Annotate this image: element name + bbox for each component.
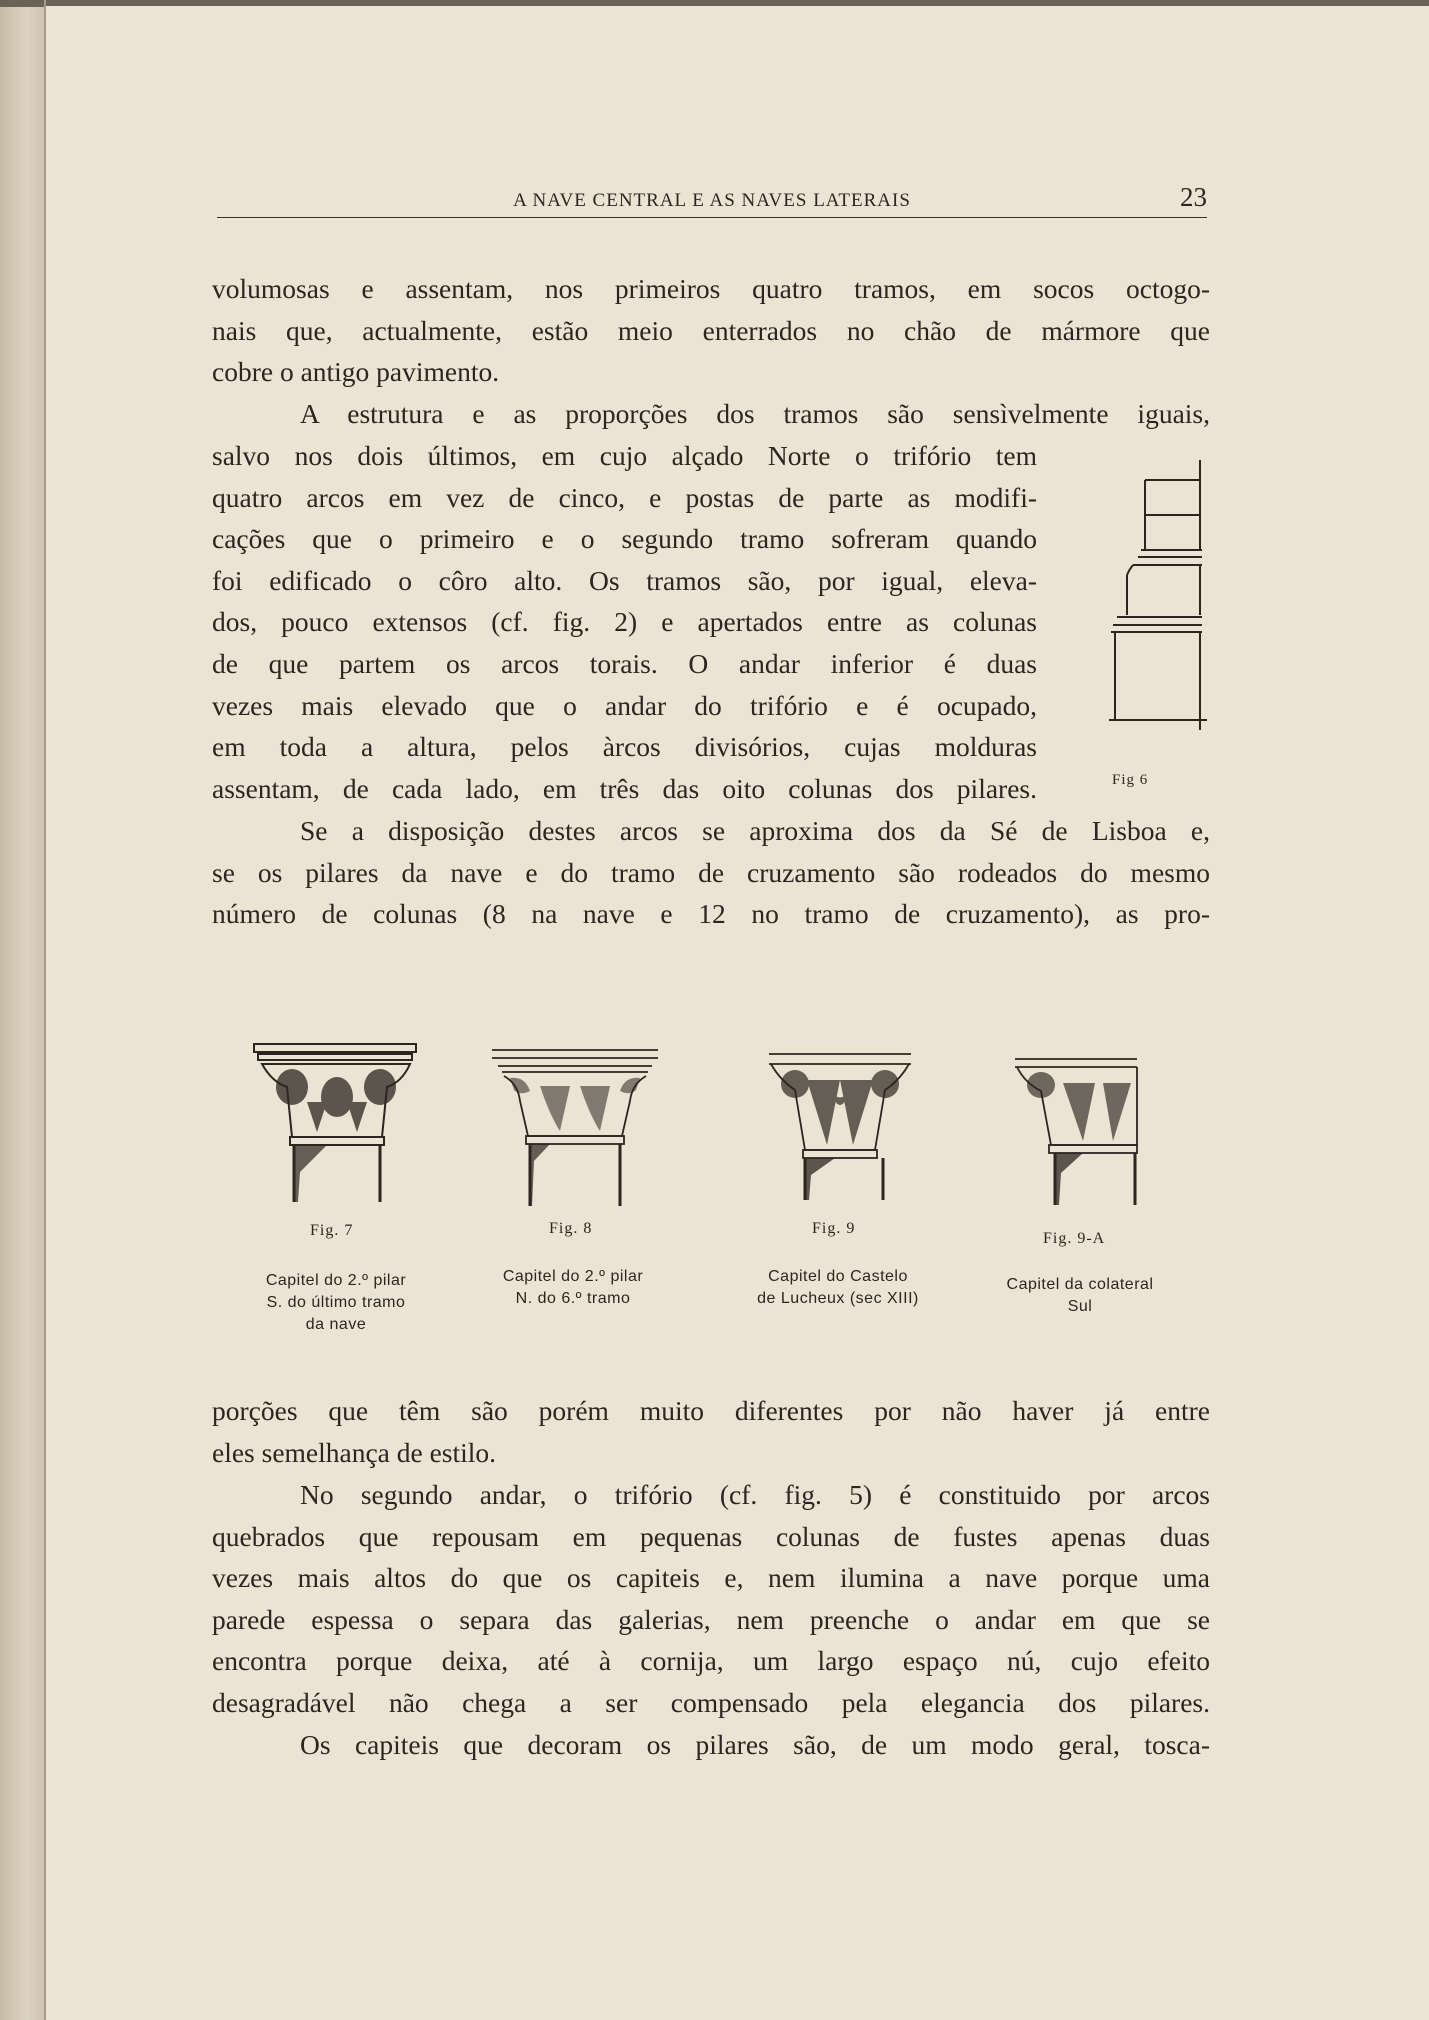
paragraph-3 bbox=[212, 810, 1210, 935]
text-line: parede espessa o separa das galerias, nem preenche o andar em que se bbox=[212, 1603, 1210, 1635]
caption-line: Capitel do 2.º pilar bbox=[502, 1268, 644, 1285]
running-title: A NAVE CENTRAL E AS NAVES LATERAIS bbox=[513, 190, 911, 211]
figure-7-label: Fig. 7 bbox=[310, 1222, 354, 1239]
text-line: porções que têm são porém muito diferentes por não haver já entre bbox=[212, 1395, 1210, 1426]
figure-6-label: Fig 6 bbox=[1112, 772, 1149, 788]
figure-7-capital-drawing bbox=[252, 1042, 422, 1212]
text-line: cações que o primeiro e o segundo tramo sofreram quando bbox=[212, 523, 1037, 555]
figure-8-caption bbox=[473, 1266, 673, 1310]
text-line: Os capiteis que decoram os pilares são, de um modo geral, tosca- bbox=[300, 1729, 1210, 1760]
caption-line: da nave bbox=[305, 1316, 367, 1333]
text-line: assentam, de cada lado, em três das oito colunas dos pilares. bbox=[212, 772, 1037, 804]
paragraph-2 bbox=[212, 393, 1210, 435]
text-line: de que partem os arcos torais. O andar inferior é duas bbox=[212, 647, 1037, 679]
figure-9-caption bbox=[733, 1266, 943, 1310]
text-line: foi edificado o côro alto. Os tramos são, por igual, eleva- bbox=[212, 564, 1037, 596]
caption-line: Capitel do Castelo bbox=[768, 1268, 908, 1285]
paragraph-2-wrapped bbox=[212, 435, 1210, 809]
text-line: cobre o antigo pavimento. bbox=[212, 356, 500, 388]
text-line: No segundo andar, o trifório (cf. fig. 5) é constituido por arcos bbox=[300, 1479, 1210, 1510]
text-line: vezes mais elevado que o andar do trifório e é ocupado, bbox=[212, 689, 1037, 721]
text-line: desagradável não chega a ser compensado pela elegancia dos pilares. bbox=[212, 1686, 1210, 1718]
figure-6-base-profile bbox=[1105, 445, 1215, 740]
caption-line: Capitel da colateral bbox=[1006, 1276, 1154, 1293]
figure-9a-label: Fig. 9-A bbox=[1043, 1230, 1106, 1247]
text-line: encontra porque deixa, até à cornija, um largo espaço nú, cujo efeito bbox=[212, 1645, 1210, 1677]
figure-9a-caption bbox=[980, 1274, 1180, 1318]
caption-line: S. do último tramo bbox=[266, 1294, 406, 1311]
text-line: nais que, actualmente, estão meio enterrados no chão de mármore que bbox=[212, 314, 1210, 346]
figure-8-capital-drawing bbox=[490, 1046, 660, 1211]
text-line: A estrutura e as proporções dos tramos são sensìvelmente iguais, bbox=[300, 398, 1210, 429]
caption-line: Capitel do 2.º pilar bbox=[265, 1272, 407, 1289]
text-line: vezes mais altos do que os capiteis e, nem ilumina a nave porque uma bbox=[212, 1562, 1210, 1594]
paragraph-1 bbox=[212, 268, 1210, 393]
text-line: quatro arcos em vez de cinco, e postas de parte as modifi- bbox=[212, 481, 1037, 513]
caption-line: N. do 6.º tramo bbox=[515, 1290, 631, 1307]
running-header bbox=[217, 182, 1207, 218]
text-line: dos, pouco extensos (cf. fig. 2) e apertados entre as colunas bbox=[212, 606, 1037, 638]
text-line: eles semelhança de estilo. bbox=[212, 1436, 497, 1468]
caption-line: Sul bbox=[1067, 1298, 1093, 1315]
caption-line: de Lucheux (sec XIII) bbox=[757, 1290, 919, 1307]
text-line: número de colunas (8 na nave e 12 no tramo de cruzamento), as pro- bbox=[212, 898, 1210, 930]
text-line: Se a disposição destes arcos se aproxima dos da Sé de Lisboa e, bbox=[300, 815, 1210, 846]
text-line: em toda a altura, pelos àrcos divisórios, cujas molduras bbox=[212, 731, 1037, 763]
paragraph-4 bbox=[212, 1390, 1210, 1473]
paragraph-6 bbox=[212, 1724, 1210, 1766]
paragraph-5 bbox=[212, 1474, 1210, 1724]
figure-9-capital-drawing bbox=[765, 1050, 915, 1210]
figure-9a-capital-drawing bbox=[1013, 1053, 1143, 1213]
book-spine bbox=[0, 0, 44, 2020]
figure-8-label: Fig. 8 bbox=[549, 1220, 593, 1237]
text-line: salvo nos dois últimos, em cujo alçado Norte o trifório tem bbox=[212, 440, 1037, 471]
gutter-line bbox=[44, 0, 46, 2020]
text-line: volumosas e assentam, nos primeiros quatro tramos, em socos octogo- bbox=[212, 273, 1210, 304]
text-line: quebrados que repousam em pequenas colunas de fustes apenas duas bbox=[212, 1520, 1210, 1552]
figure-9-label: Fig. 9 bbox=[812, 1220, 856, 1237]
text-line: se os pilares da nave e do tramo de cruzamento são rodeados do mesmo bbox=[212, 856, 1210, 888]
figure-7-caption bbox=[236, 1270, 436, 1336]
page-number: 23 bbox=[1180, 182, 1207, 212]
